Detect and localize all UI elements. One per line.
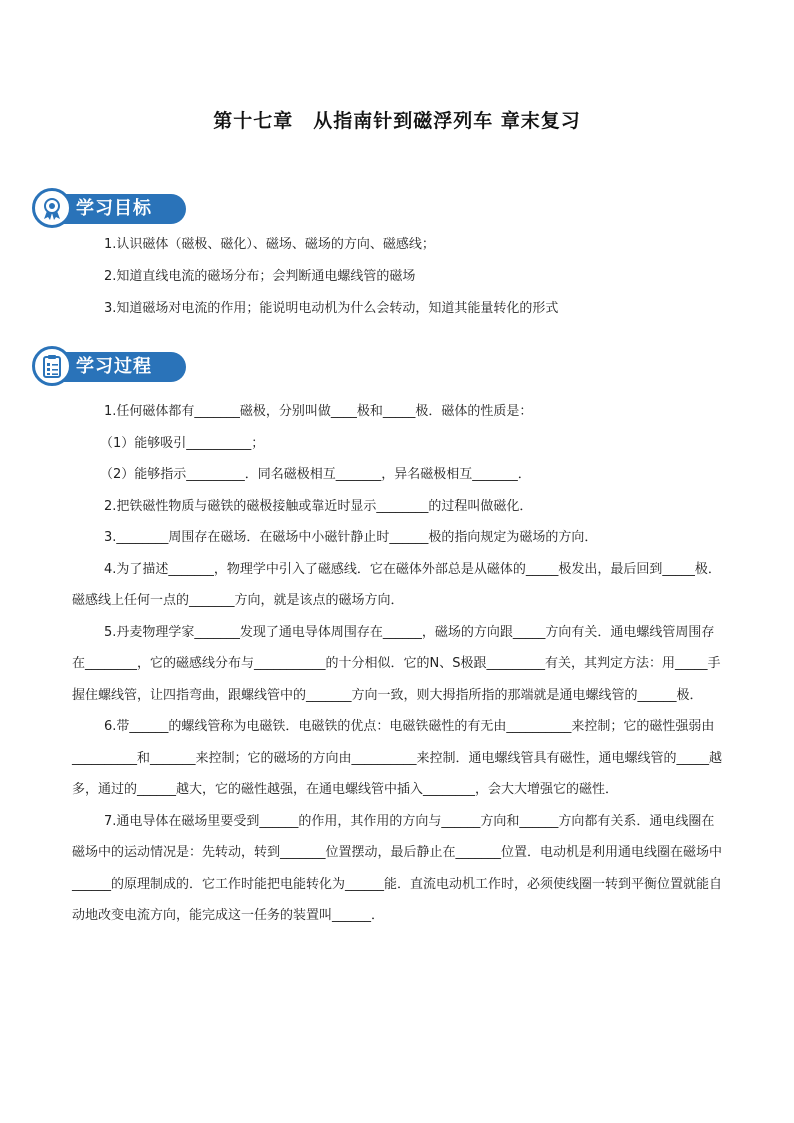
goal-item: 2.知道直线电流的磁场分布；会判断通电螺线管的磁场 xyxy=(104,269,416,284)
section-header-goals xyxy=(32,188,186,228)
goals-list xyxy=(104,235,764,331)
question-paragraph: 7.通电导体在磁场里要受到______的作用，其作用的方向与______方向和______方向都有关系．通电线圈在磁场中的运动情况是：先转动，转到_______位置摆动，最后静止在_______位置．电动机是利用通电线圈在磁场中______的原理制成的．它工作时能把电能转化为______能．直流电动机工作时，必须使线圈一转到平衡位置就能自动地改变电流方向，能完成这一任务的装置叫______． xyxy=(72,813,723,923)
section-icon-badge xyxy=(32,188,72,228)
award-ribbon-icon xyxy=(41,197,63,221)
question-paragraph: 5.丹麦物理学家_______发现了通电导体周围存在______，磁场的方向跟_____方向有关．通电螺线管周围存在________，它的磁感线分布与___________的十分相似．它的N、S极跟_________有关，其判定方法：用_____手握住螺线管，让四指弯曲，跟螺线管中的_______方向一致，则大拇指所指的那端就是通电螺线管的______极． xyxy=(72,624,721,703)
question-subitem: （1）能够吸引__________； xyxy=(100,435,265,451)
goal-item: 1.认识磁体（磁极、磁化）、磁场、磁场的方向、磁感线； xyxy=(104,237,435,252)
process-content xyxy=(72,396,722,932)
question-paragraph: 1.任何磁体都有_______磁极，分别叫做____极和_____极．磁体的性质是： xyxy=(104,404,533,419)
question-subitem: （2）能够指示_________．同名磁极相互_______，异名磁极相互_______． xyxy=(100,467,531,482)
section-title-process: 学习过程 xyxy=(76,356,152,377)
question-paragraph: 6.带______的螺线管称为电磁铁．电磁铁的优点：电磁铁磁性的有无由__________来控制；它的磁性强弱由__________和_______来控制；它的磁场的方向由__________来控制．通电螺线管具有磁性，通电螺线管的_____越多，通过的______越大，它的磁性越强，在通电螺线管中插入________，会大大增强它的磁性． xyxy=(72,719,723,797)
question-paragraph: 3.________周围存在磁场．在磁场中小磁针静止时______极的指向规定为磁场的方向． xyxy=(104,530,598,545)
question-paragraph: 4.为了描述_______，物理学中引入了磁感线．它在磁体外部总是从磁体的_____极发出，最后回到_____极．磁感线上任何一点的_______方向，就是该点的磁场方向． xyxy=(72,561,721,608)
section-header-process xyxy=(32,346,186,386)
goal-item: 3.知道磁场对电流的作用；能说明电动机为什么会转动，知道其能量转化的形式 xyxy=(104,301,559,316)
section-title-goals: 学习目标 xyxy=(76,198,152,219)
page-title: 第十七章 从指南针到磁浮列车 章末复习 xyxy=(213,110,581,132)
checklist-icon xyxy=(41,355,63,379)
section-icon-badge xyxy=(32,346,72,386)
question-paragraph: 2.把铁磁性物质与磁铁的磁极接触或靠近时显示________的过程叫做磁化． xyxy=(104,498,533,514)
